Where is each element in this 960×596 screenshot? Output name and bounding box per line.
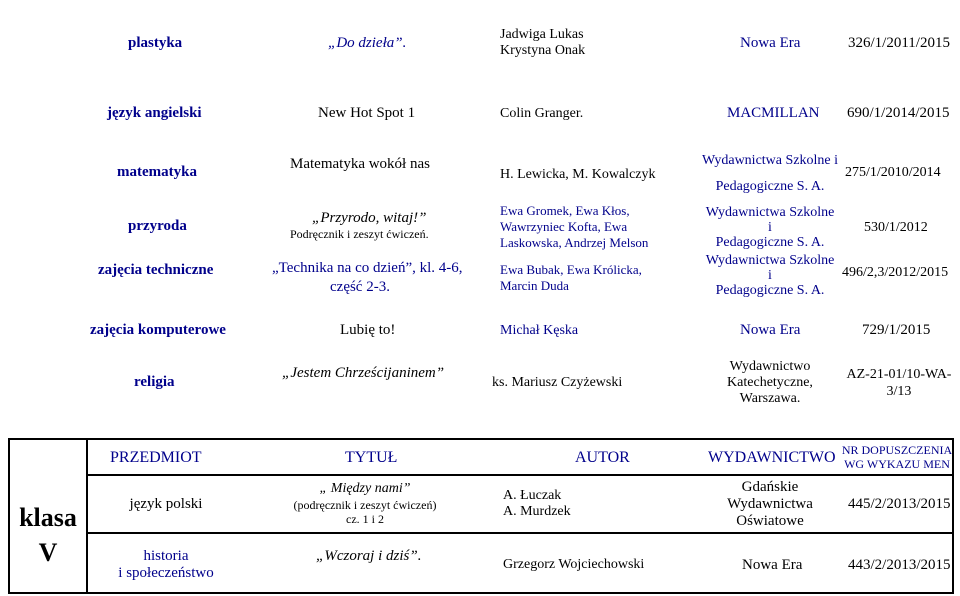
publisher-religia-2: Katechetyczne, bbox=[727, 375, 813, 390]
title-matematyka: Matematyka wokół nas bbox=[290, 156, 430, 172]
number-matematyka: 275/1/2010/2014 bbox=[845, 165, 941, 180]
author-matematyka: H. Lewicka, M. Kowalczyk bbox=[500, 167, 656, 182]
title-technika-1: „Technika na co dzień”, kl. 4-6, bbox=[272, 260, 463, 276]
subject-religia: religia bbox=[134, 374, 175, 390]
class-label-number: V bbox=[38, 538, 58, 567]
subject-plastyka: plastyka bbox=[128, 35, 183, 51]
header-subject: PRZEDMIOT bbox=[110, 449, 202, 466]
number-religia-2: 3/13 bbox=[886, 384, 912, 399]
header-title: TYTUŁ bbox=[345, 449, 398, 466]
author-plastyka-2: Krystyna Onak bbox=[500, 43, 586, 58]
subject-przyroda: przyroda bbox=[128, 218, 187, 234]
publisher-technika-3: Pedagogiczne S. A. bbox=[715, 283, 825, 298]
subject-matematyka: matematyka bbox=[117, 164, 197, 180]
publisher-matematyka-2: Pedagogiczne S. A. bbox=[715, 179, 825, 194]
publisher-historia: Nowa Era bbox=[742, 557, 803, 573]
title-technika-2: część 2-3. bbox=[330, 279, 390, 295]
publisher-technika-2: i bbox=[768, 268, 772, 283]
number-technika: 496/2,3/2012/2015 bbox=[842, 265, 949, 280]
title-przyroda: „Przyrodo, witaj!” bbox=[312, 210, 427, 226]
header-author: AUTOR bbox=[575, 449, 630, 466]
publisher-komputerowe: Nowa Era bbox=[740, 322, 801, 338]
number-historia: 443/2/2013/2015 bbox=[848, 557, 951, 573]
author-historia: Grzegorz Wojciechowski bbox=[503, 557, 645, 572]
title-plastyka: „Do dzieła”. bbox=[328, 35, 407, 51]
title-historia: „Wczoraj i dziś”. bbox=[316, 548, 422, 564]
number-religia-1: AZ-21-01/10-WA- bbox=[846, 367, 952, 382]
publisher-technika-1: Wydawnictwa Szkolne bbox=[705, 253, 835, 268]
author-technika-2: Marcin Duda bbox=[500, 278, 569, 293]
header-publisher: WYDAWNICTWO bbox=[708, 449, 836, 466]
publisher-przyroda-1: Wydawnictwa Szkolne bbox=[705, 205, 835, 220]
publisher-religia-1: Wydawnictwo bbox=[729, 359, 811, 374]
title-komputerowe: Lubię to! bbox=[340, 322, 396, 338]
header-number-2: WG WYKAZU MEN bbox=[844, 457, 950, 471]
subject-angielski: język angielski bbox=[107, 105, 202, 121]
title-polski-1: „ Między nami” bbox=[319, 481, 411, 496]
publisher-matematyka-1: Wydawnictwa Szkolne i bbox=[701, 153, 838, 168]
publisher-religia-3: Warszawa. bbox=[739, 391, 801, 406]
header-number-1: NR DOPUSZCZENIA bbox=[841, 443, 953, 457]
author-religia: ks. Mariusz Czyżewski bbox=[492, 375, 623, 390]
publisher-polski-2: Wydawnictwa bbox=[727, 496, 813, 512]
class-label-word: klasa bbox=[19, 503, 77, 532]
author-komputerowe: Michał Kęska bbox=[500, 323, 579, 338]
subject-polski: język polski bbox=[129, 496, 203, 512]
author-plastyka-1: Jadwiga Lukas bbox=[500, 27, 584, 42]
subject-historia-1: historia bbox=[143, 548, 189, 564]
title-religia: „Jestem Chrześcijaninem” bbox=[282, 365, 445, 381]
subject-komputerowe: zajęcia komputerowe bbox=[90, 322, 226, 338]
title-angielski: New Hot Spot 1 bbox=[318, 105, 416, 121]
number-komputerowe: 729/1/2015 bbox=[862, 322, 931, 338]
author-polski-1: A. Łuczak bbox=[503, 488, 562, 503]
publisher-przyroda-3: Pedagogiczne S. A. bbox=[715, 235, 825, 250]
number-polski: 445/2/2013/2015 bbox=[848, 496, 951, 512]
author-angielski: Colin Granger. bbox=[500, 106, 584, 121]
subject-historia-2: i społeczeństwo bbox=[118, 565, 214, 581]
publisher-plastyka: Nowa Era bbox=[740, 35, 801, 51]
publisher-angielski: MACMILLAN bbox=[727, 105, 820, 121]
number-angielski: 690/1/2014/2015 bbox=[847, 105, 950, 121]
subject-technika: zajęcia techniczne bbox=[98, 262, 214, 278]
publisher-polski-3: Oświatowe bbox=[736, 513, 804, 529]
author-technika-1: Ewa Bubak, Ewa Królicka, bbox=[500, 262, 642, 277]
subtitle-przyroda: Podręcznik i zeszyt ćwiczeń. bbox=[290, 227, 429, 241]
publisher-przyroda-2: i bbox=[768, 220, 772, 235]
title-polski-2: (podręcznik i zeszyt ćwiczeń) bbox=[293, 498, 437, 512]
number-plastyka: 326/1/2011/2015 bbox=[848, 35, 950, 51]
author-przyroda-1: Ewa Gromek, Ewa Kłos, bbox=[500, 203, 630, 218]
number-przyroda: 530/1/2012 bbox=[864, 220, 928, 235]
title-polski-3: cz. 1 i 2 bbox=[346, 512, 384, 526]
author-przyroda-2: Wawrzyniec Kofta, Ewa bbox=[500, 219, 628, 234]
publisher-polski-1: Gdańskie bbox=[741, 479, 799, 495]
author-polski-2: A. Murdzek bbox=[503, 504, 571, 519]
author-przyroda-3: Laskowska, Andrzej Melson bbox=[500, 235, 649, 250]
